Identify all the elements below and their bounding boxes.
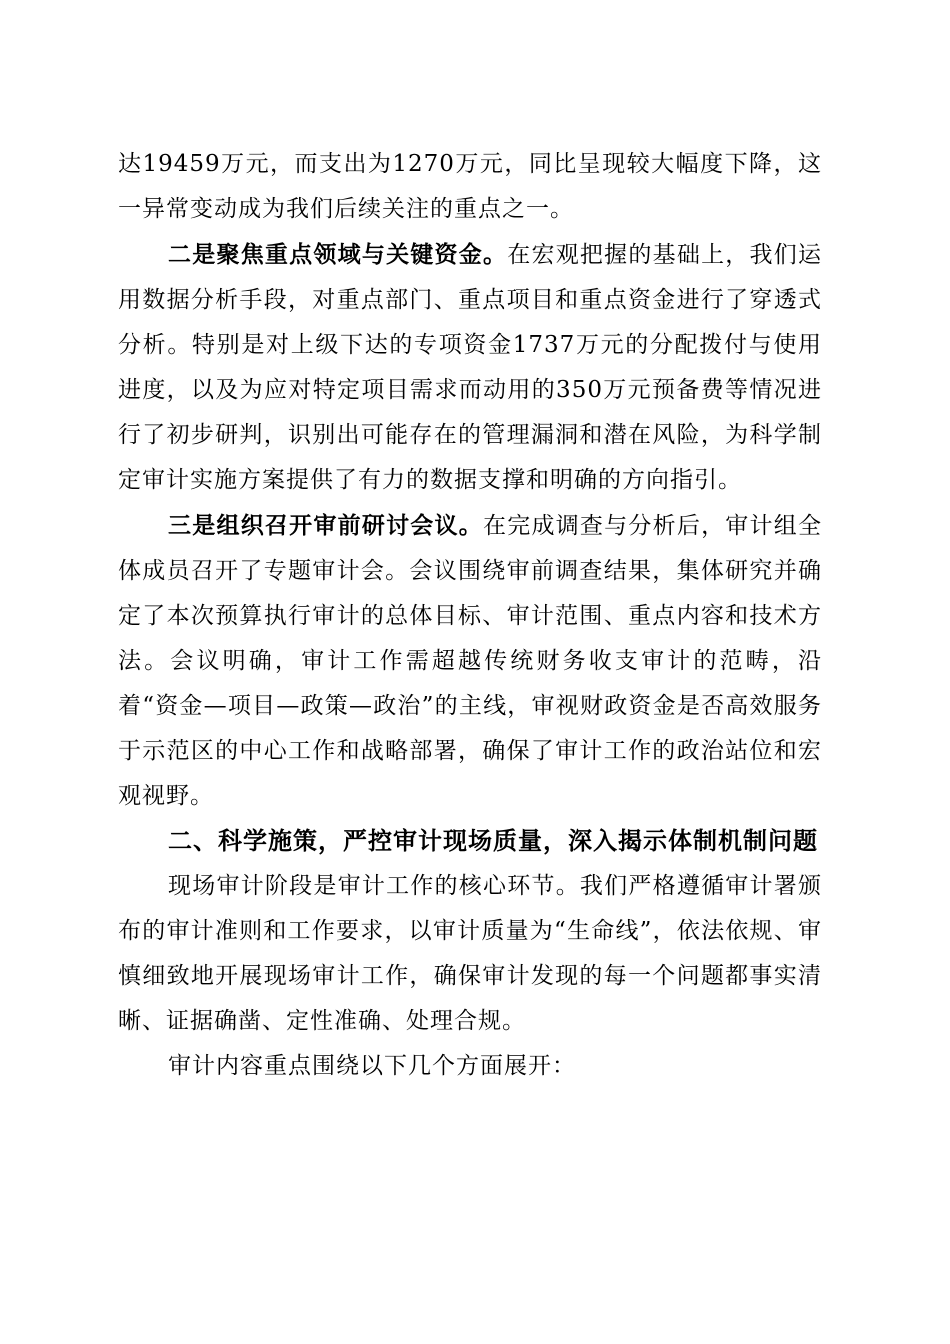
paragraph-lead: 二是聚焦重点领域与关键资金。	[168, 241, 508, 268]
paragraph-pre-audit-meeting	[118, 503, 822, 819]
paragraph-onsite-audit: 现场审计阶段是审计工作的核心环节。我们严格遵循审计署颁布的审计准则和工作要求，以审计质量为“生命线”，依法依规、审慎细致地开展现场审计工作，确保审计发现的每一个问题都事实清晰、证据确凿、定性准确、处理合规。	[118, 873, 822, 1034]
paragraph-continuation: 达19459万元，而支出为1270万元，同比呈现较大幅度下降，这一异常变动成为我们后续关注的重点之一。	[118, 151, 822, 222]
paragraph-text: 在宏观把握的基础上，我们运用数据分析手段，对重点部门、重点项目和重点资金进行了穿透式分析。特别是对上级下达的专项资金1737万元的分配拨付与使用进度，以及为应对特定项目需求而动用的350万元预备费等情况进行了初步研判，识别出可能存在的管理漏洞和潜在风险，为科学制定审计实施方案提供了有力的数据支撑和明确的方向指引。	[118, 242, 823, 493]
paragraph-audit-content-intro: 审计内容重点围绕以下几个方面展开：	[168, 1053, 576, 1079]
document-body	[118, 142, 822, 1089]
paragraph-text: 在完成调查与分析后，审计组全体成员召开了专题审计会。会议围绕审前调查结果，集体研究并确定了本次预算执行审计的总体目标、审计范围、重点内容和技术方法。会议明确，审计工作需超越传统财务收支审计的范畴，沿着“资金—项目—政策—政治”的主线，审视财政资金是否高效服务于示范区的中心工作和战略部署，确保了审计工作的政治站位和宏观视野。	[118, 513, 823, 809]
paragraph-key-areas	[118, 232, 822, 503]
section-heading: 二、科学施策，严控审计现场质量，深入揭示体制机制问题	[168, 827, 818, 855]
paragraph-lead: 三是组织召开审前研讨会议。	[168, 512, 483, 539]
